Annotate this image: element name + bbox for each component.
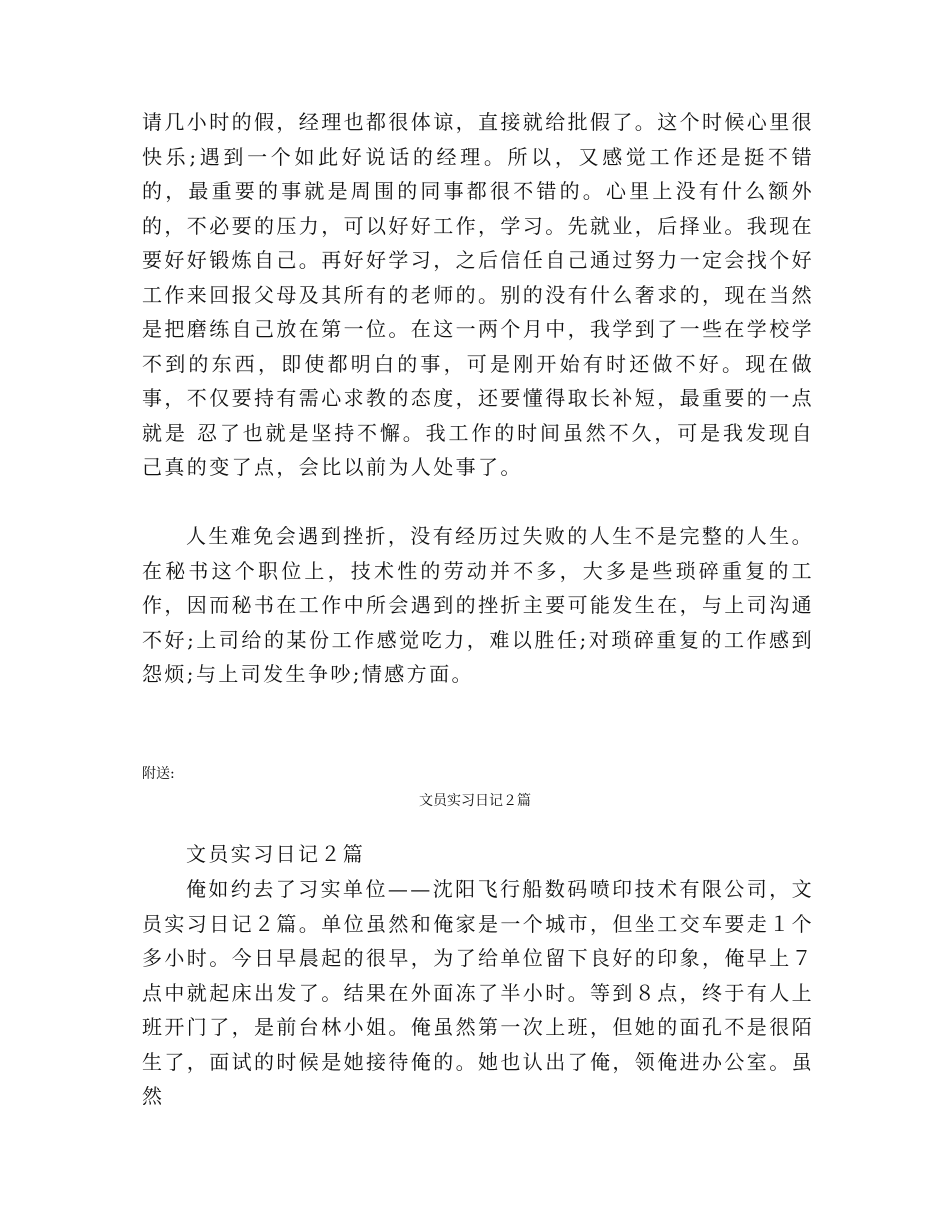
appendix-label: 附送:	[142, 766, 175, 782]
appendix-title: 文员实习日记２篇	[419, 793, 531, 809]
paragraph-2: 人生难免会遇到挫折，没有经历过失败的人生不是完整的人生。在秘书这个职位上，技术性的劳动并不多，大多是些琐碎重复的工作，因而秘书在工作中所会遇到的挫折主要可能发生在，与上司沟通不好;上司给的某份工作感觉吃力，难以胜任;对琐碎重复的工作感到怨烦;与上司发生争吵;情感方面。	[142, 524, 814, 686]
paragraph-1: 请几小时的假，经理也都很体谅，直接就给批假了。这个时候心里很快乐;遇到一个如此好说话的经理。所以，又感觉工作还是挺不错的，最重要的事就是周围的同事都很不错的。心里上没有什么额外的，不必要的压力，可以好好工作，学习。先就业，后择业。我现在要好好锻炼自己。再好好学习，之后信任自己通过努力一定会找个好工作来回报父母及其所有的老师的。别的没有什么奢求的，现在当然是把磨练自己放在第一位。在这一两个月中，我学到了一些在学校学不到的东西，即使都明白的事，可是刚开始有时还做不好。现在做事，不仅要持有需心求教的态度，还要懂得取长补短，最重要的一点就是 忍了也就是坚持不懈。我工作的时间虽然不久，可是我发现自己真的变了点，会比以前为人处事了。	[142, 110, 814, 479]
article-heading: 文员实习日记２篇	[186, 842, 366, 866]
paragraph-3: 俺如约去了习实单位——沈阳飞行船数码喷印技术有限公司，文员实习日记２篇。单位虽然和俺家是一个城市，但坐工交车要走１个多小时。今日早晨起的很早，为了给单位留下良好的印象，俺早上７点中就起床出发了。结果在外面冻了半小时。等到８点，终于有人上班开门了，是前台林小姐。俺虽然第一次上班，但她的面孔不是很陌生了，面试的时候是她接待俺的。她也认出了俺，领俺进办公室。虽然	[142, 877, 814, 1108]
